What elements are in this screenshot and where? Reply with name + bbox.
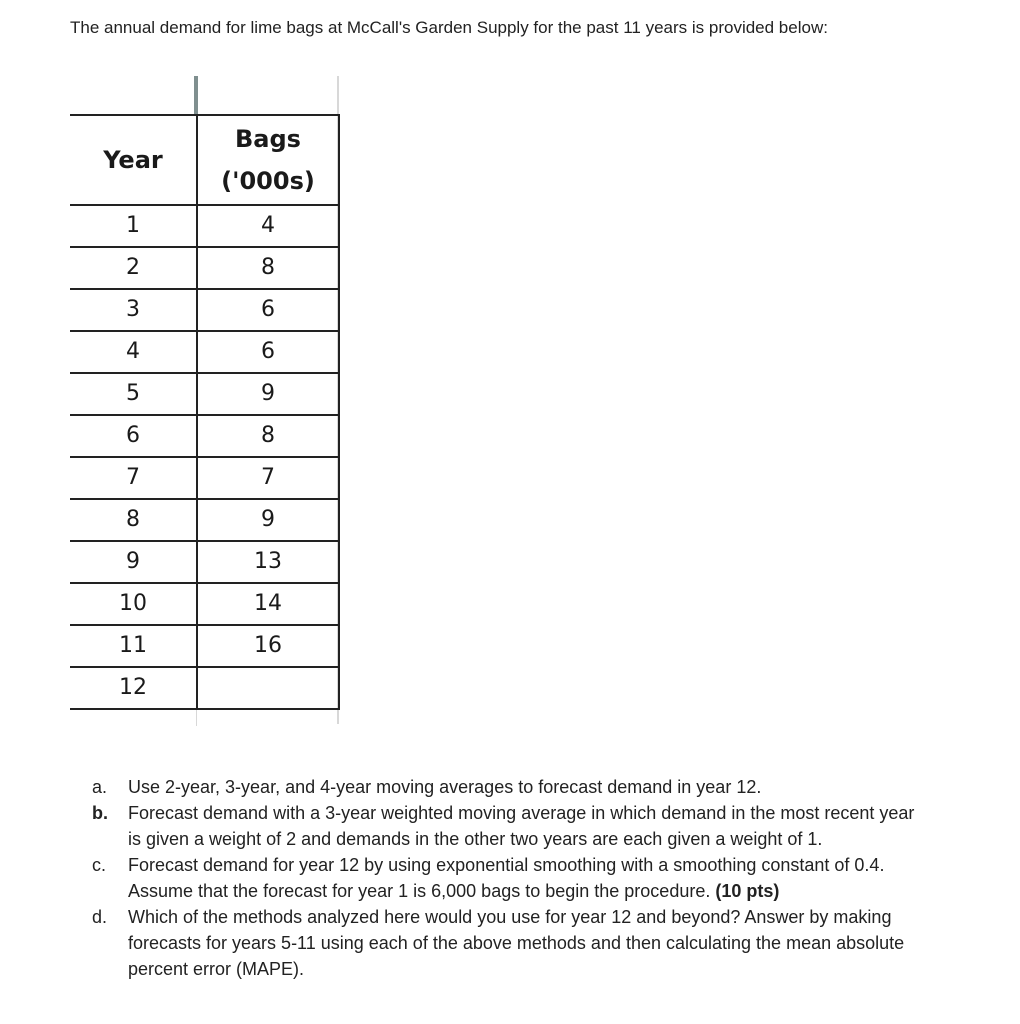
cell-bags: 14 xyxy=(197,583,339,625)
table-body xyxy=(70,205,339,709)
cell-bags xyxy=(197,667,339,709)
cell-bags: 8 xyxy=(197,247,339,289)
header-bags-line2: ('000s) xyxy=(221,167,315,195)
cell-year: 9 xyxy=(70,541,197,583)
header-year: Year xyxy=(70,115,197,205)
table-row xyxy=(70,373,339,415)
table-row xyxy=(70,625,339,667)
cell-bags: 6 xyxy=(197,331,339,373)
cell-year: 7 xyxy=(70,457,197,499)
table-row xyxy=(70,331,339,373)
table-row xyxy=(70,247,339,289)
cell-bags: 9 xyxy=(197,373,339,415)
cell-year: 11 xyxy=(70,625,197,667)
cell-year: 6 xyxy=(70,415,197,457)
cell-bags: 16 xyxy=(197,625,339,667)
header-bags xyxy=(197,115,339,205)
table-header-row xyxy=(70,115,339,205)
sheet-gridline-mid xyxy=(196,710,197,726)
cell-bags: 13 xyxy=(197,541,339,583)
cell-year: 3 xyxy=(70,289,197,331)
cell-year: 4 xyxy=(70,331,197,373)
cell-year: 5 xyxy=(70,373,197,415)
table-row xyxy=(70,499,339,541)
cell-bags: 6 xyxy=(197,289,339,331)
question-list xyxy=(92,774,932,982)
cell-bags: 9 xyxy=(197,499,339,541)
demand-table xyxy=(70,114,340,710)
intro-text: The annual demand for lime bags at McCall's Garden Supply for the past 11 years is provided below: xyxy=(70,18,828,37)
question-item xyxy=(92,774,932,800)
question-text: Use 2-year, 3-year, and 4-year moving averages to forecast demand in year 12. xyxy=(128,777,762,797)
cell-year: 2 xyxy=(70,247,197,289)
table-row xyxy=(70,583,339,625)
cell-year: 12 xyxy=(70,667,197,709)
question-text: Forecast demand for year 12 by using exponential smoothing with a smoothing constant of 0.4. Assume that the forecast for year 1 is 6,000 bags to begin the procedure. xyxy=(128,855,885,901)
question-points: (10 pts) xyxy=(715,881,780,901)
question-marker: d. xyxy=(92,907,108,927)
cell-bags: 4 xyxy=(197,205,339,247)
cell-year: 1 xyxy=(70,205,197,247)
table-row xyxy=(70,289,339,331)
cell-year: 10 xyxy=(70,583,197,625)
column-selector-bar xyxy=(194,76,198,116)
table-row xyxy=(70,667,339,709)
cell-year: 8 xyxy=(70,499,197,541)
table-row xyxy=(70,457,339,499)
cell-bags: 7 xyxy=(197,457,339,499)
cell-bags: 8 xyxy=(197,415,339,457)
table-row xyxy=(70,541,339,583)
question-text: Which of the methods analyzed here would you use for year 12 and beyond? Answer by making forecasts for years 5-11 using each of the above methods and then calculating the mean absolute percent error (MAPE). xyxy=(128,907,905,979)
question-marker: b. xyxy=(92,803,108,823)
question-item xyxy=(92,904,932,982)
table-row xyxy=(70,415,339,457)
question-marker: c. xyxy=(92,855,107,875)
question-item xyxy=(92,800,932,852)
question-item xyxy=(92,852,932,904)
header-bags-line1: Bags xyxy=(235,125,301,153)
table-row xyxy=(70,205,339,247)
question-text: Forecast demand with a 3-year weighted moving average in which demand in the most recent year is given a weight of 2 and demands in the other two years are each given a weight of 1. xyxy=(128,803,915,849)
question-marker: a. xyxy=(92,777,108,797)
